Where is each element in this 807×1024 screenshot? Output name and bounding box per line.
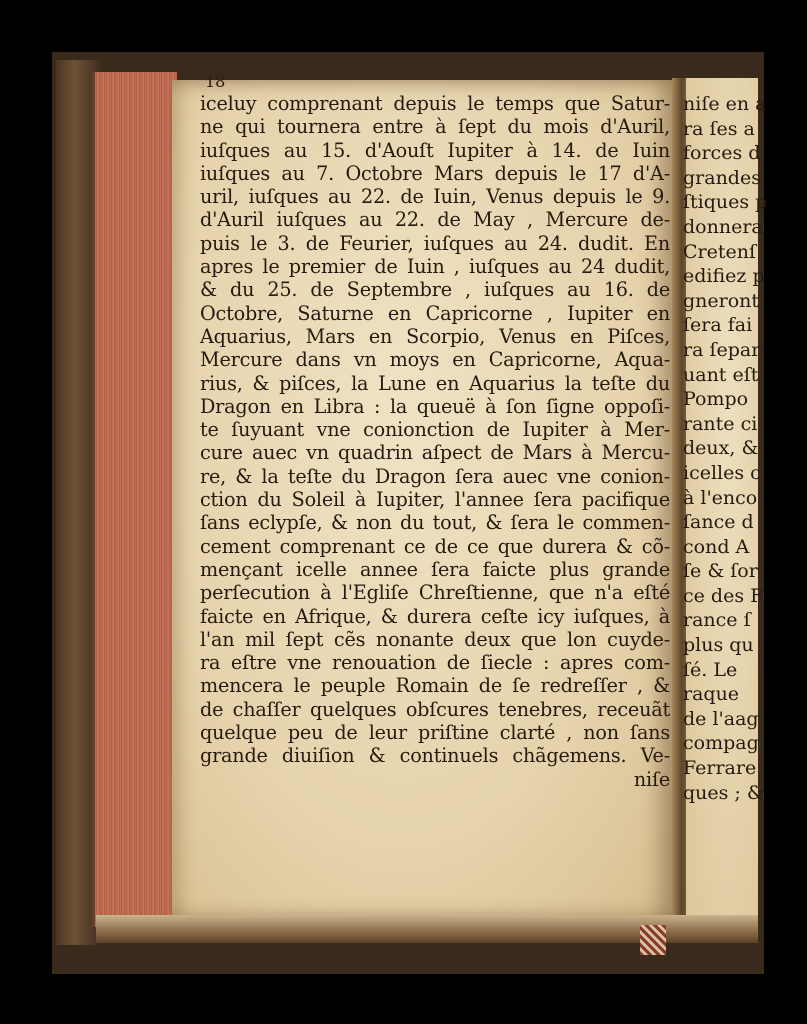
right-page-text-line: ce des F [683, 584, 764, 607]
right-page-text-line: Pompo [683, 388, 749, 411]
text-line: quelque peu de leur priſtine clarté , non ſans [200, 721, 670, 745]
right-page-text-line: rante ci [683, 412, 758, 435]
right-page-text-line: grandes [683, 166, 761, 189]
text-line: Aquarius, Mars en Scorpio, Venus en Piſces, [200, 324, 670, 348]
text-line: uril, iuſques au 22. de Iuin, Venus depuis le 9. [200, 185, 670, 209]
text-line: te ſuyuant vne conionction de Iupiter à Mer- [200, 418, 670, 442]
right-page-text-line: rance ſ [683, 609, 751, 632]
text-line: ſans eclypſe, & non du tout, & ſera le commen- [200, 511, 670, 535]
right-page-text-line: cond A [683, 535, 750, 558]
text-line: cement comprenant ce de ce que durera & cõ- [200, 534, 670, 558]
main-text-block [200, 92, 670, 791]
right-page-text-line: ſtiques p [683, 191, 768, 214]
text-line: de chaſſer quelques obſcures tenebres, receuãt [200, 697, 670, 721]
right-page-text-line: gneront [683, 289, 760, 312]
text-line: grande diuiſion & continuels chãgemens. Ve- [200, 744, 670, 768]
right-page-text-line: icelles c [683, 461, 761, 484]
text-line: rius, & piſces, la Lune en Aquarius la teſte du [200, 371, 670, 395]
text-line: apres le premier de Iuin , iuſques au 24 dudit, [200, 255, 670, 279]
right-page-text-line: de l'aag [683, 707, 759, 730]
text-line: iuſques au 15. d'Aouſt Iupiter à 14. de Iuin [200, 138, 670, 162]
right-page-text-line: ra ſes a [683, 117, 755, 140]
text-line: ra eſtre vne renouation de ſiecle : apres com- [200, 651, 670, 675]
right-page-text-line: uant eſt [683, 363, 759, 386]
text-line: cure auec vn quadrin aſpect de Mars à Mercu- [200, 441, 670, 465]
text-line: Mercure dans vn moys en Capricorne, Aqua- [200, 348, 670, 372]
right-page-text-line: à l'enco [683, 486, 758, 509]
text-line: ne qui tournera entre à ſept du mois d'Auril, [200, 115, 670, 139]
page-number: 18 [205, 72, 226, 91]
right-page-text-line: Ferrare [683, 757, 757, 780]
right-page-text-line: ſance d [683, 511, 754, 534]
right-page-text-line: edifiez p [683, 265, 765, 288]
text-line: iuſques au 7. Octobre Mars depuis le 17 d'A- [200, 161, 670, 185]
right-page-text-line: ques ; & [683, 781, 764, 804]
page-edges [92, 72, 177, 927]
right-page-text-line: niſe en a [683, 93, 767, 115]
text-line: puis le 3. de Feurier, iuſques au 24. dudit. En [200, 231, 670, 255]
right-page-text-line: plus qu [683, 634, 754, 657]
text-line: Octobre, Saturne en Capricorne , Iupiter en [200, 301, 670, 325]
right-page-text-line: ſe & ſor [683, 560, 758, 583]
right-page-text-line: raque [683, 683, 740, 706]
right-page-text-line: ſera fai [683, 314, 753, 337]
right-page-text-line: deux, & [683, 437, 759, 460]
bookmark-ribbon [640, 925, 666, 955]
right-page-text-line: Cretenſ [683, 240, 757, 263]
text-line: perſecution à l'Egliſe Chreſtienne, que n'a eſté [200, 581, 670, 605]
text-line: mencera le peuple Romain de ſe redreſſer , & [200, 674, 670, 698]
text-line: d'Auril iuſques au 22. de May , Mercure de- [200, 208, 670, 232]
text-line: faicte en Afrique, & durera ceſte icy iuſques, à [200, 604, 670, 628]
right-page-text-line: donnera [683, 215, 763, 238]
text-line: & du 25. de Septembre , iuſques au 16. de [200, 278, 670, 302]
text-line: mençant icelle annee ſera faicte plus grande [200, 557, 670, 581]
text-line: niſe [633, 767, 670, 791]
text-line: ction du Soleil à Iupiter, l'annee ſera pacifique [200, 488, 670, 512]
text-line: l'an mil ſept cẽs nonante deux que lon cuyde- [200, 627, 670, 651]
right-page-text-line: ra ſepar [683, 338, 761, 361]
right-page-text-line: forces d [683, 142, 761, 165]
right-page-text-line: compag [683, 732, 759, 755]
text-line: Dragon en Libra : la queuë à ſon ſigne oppoſi- [200, 394, 670, 418]
text-line: iceluy comprenant depuis le temps que Satur- [200, 92, 670, 115]
right-page-text-line: ſé. Le [683, 658, 738, 681]
right-page-text-block [683, 92, 768, 805]
text-line: re, & la teſte du Dragon ſera auec vne conion- [200, 464, 670, 488]
